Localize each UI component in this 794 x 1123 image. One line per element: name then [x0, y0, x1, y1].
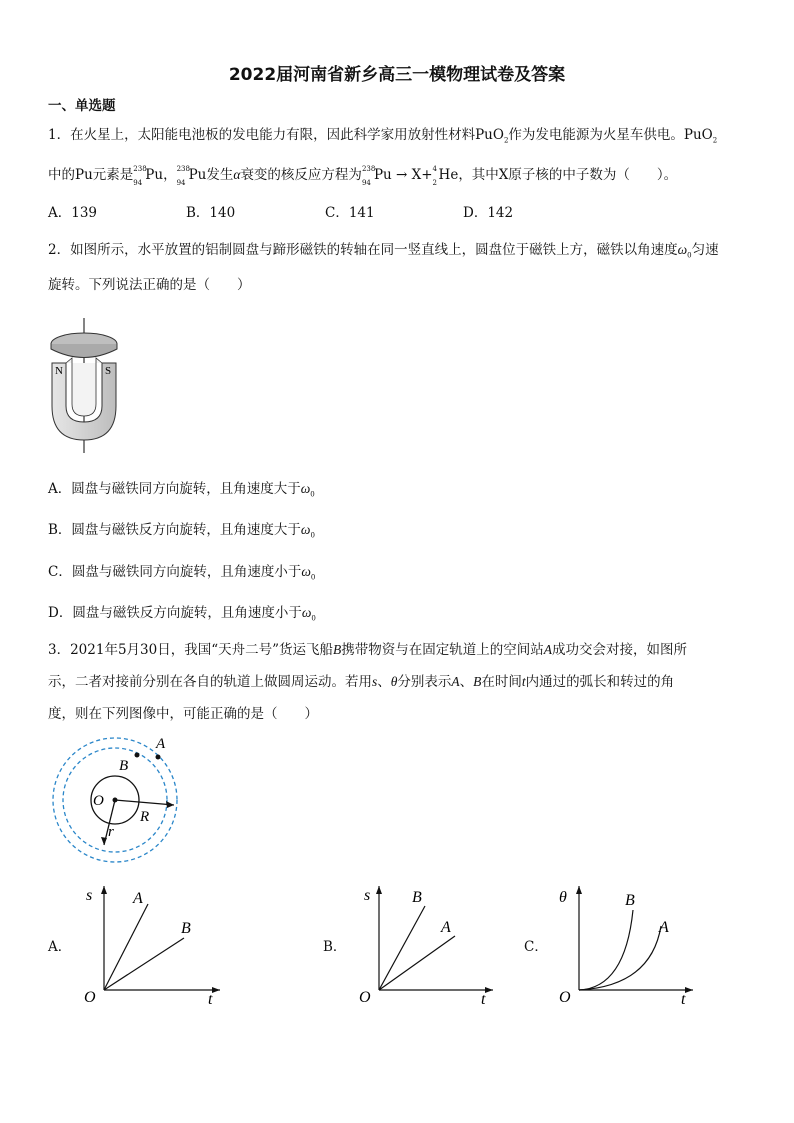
q2-line2: 旋转。下列说法正确的是（ ）: [48, 277, 251, 293]
svg-text:A: A: [659, 919, 669, 936]
q2-option-d[interactable]: D．圆盘与磁铁反方向旋转，且角速度小于$\omega_0$: [48, 605, 316, 623]
svg-text:O: O: [559, 989, 571, 1006]
magnet-disk-figure: [44, 318, 124, 453]
q1-option-d[interactable]: D．142: [463, 205, 514, 221]
orbit-figure: [48, 733, 188, 863]
magnet-n-label: N: [55, 365, 63, 377]
section-heading: 一、单选题: [48, 98, 116, 114]
svg-text:B: B: [625, 892, 635, 909]
q2-option-c[interactable]: C．圆盘与磁铁同方向旋转，且角速度小于$\omega_0$: [48, 564, 316, 582]
q1-line1: 1．在火星上，太阳能电池板的发电能力有限，因此科学家用放射性材料PuO$_2$作为发电能源为火星车供电。PuO$_2$: [48, 127, 718, 145]
svg-text:O: O: [359, 989, 371, 1006]
q3-option-c-label[interactable]: C．: [524, 939, 548, 955]
q3-option-b-label[interactable]: B．: [323, 939, 347, 955]
orbit-label-o: O: [93, 793, 104, 809]
svg-text:t: t: [481, 991, 486, 1008]
q3-line1: 3．2021年5月30日，我国“天舟二号”货运飞船B携带物资与在固定轨道上的空间站A成功交会对接，如图所: [48, 642, 688, 658]
svg-text:A: A: [441, 919, 451, 936]
orbit-label-R: R: [140, 809, 150, 825]
svg-text:θ: θ: [559, 889, 567, 906]
q1-option-c[interactable]: C．141: [325, 205, 375, 221]
orbit-label-b: B: [119, 758, 129, 774]
svg-text:s: s: [86, 887, 93, 904]
svg-text:t: t: [681, 991, 686, 1008]
svg-text:t: t: [208, 991, 213, 1008]
svg-text:B: B: [181, 920, 191, 937]
orbit-label-r: r: [108, 824, 114, 840]
svg-text:B: B: [412, 889, 422, 906]
q2-line1: 2．如图所示，水平放置的铝制圆盘与蹄形磁铁的转轴在同一竖直线上，圆盘位于磁铁上方，磁铁以角速度$\omega_0$匀速: [48, 242, 719, 260]
q3-line3: 度，则在下列图像中，可能正确的是（ ）: [48, 706, 318, 722]
q3-option-a-label[interactable]: A．: [48, 939, 72, 955]
q3-graph-b[interactable]: [355, 880, 505, 1010]
q1-option-a[interactable]: A．139: [48, 205, 98, 221]
q3-graph-a[interactable]: [80, 880, 230, 1010]
nuclide-pu: 238 94: [133, 164, 147, 187]
q3-graph-c[interactable]: [555, 880, 705, 1010]
q2-option-b[interactable]: B．圆盘与磁铁反方向旋转，且角速度大于$\omega_0$: [48, 522, 315, 540]
q2-option-a[interactable]: A．圆盘与磁铁同方向旋转，且角速度大于$\omega_0$: [48, 481, 315, 499]
q3-line2: 示，二者对接前分别在各自的轨道上做圆周运动。若用s、θ分别表示A、B在时间t内通过的弧长和转过的角: [48, 674, 675, 690]
svg-text:O: O: [84, 989, 96, 1006]
svg-text:A: A: [133, 890, 143, 907]
q1-option-b[interactable]: B．140: [186, 205, 236, 221]
magnet-s-label: S: [105, 365, 112, 377]
q1-line2: 中的Pu元素是 238 94 Pu， 238 94 Pu发生α衰变的核反应方程为 238 94 Pu → X+ 4 2 He，其中X原子核的中子数为（ ）。: [48, 164, 678, 187]
orbit-label-a: A: [156, 736, 166, 752]
svg-text:s: s: [364, 887, 371, 904]
page-title: 2022届河南省新乡高三一模物理试卷及答案: [228, 65, 566, 85]
